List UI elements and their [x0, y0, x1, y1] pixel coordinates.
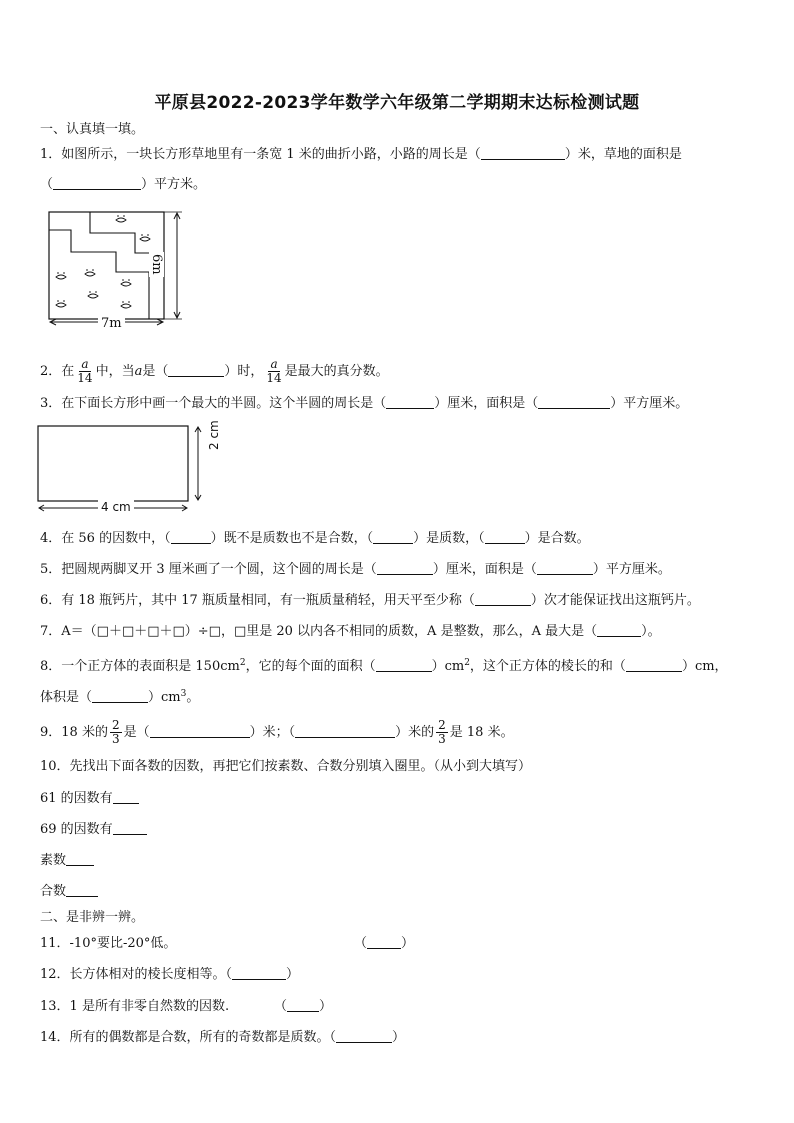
question-6: 6．有 18 瓶钙片，其中 17 瓶质量相同，有一瓶质量稍轻，用天平至少称（ ）次才能保证找出这瓶钙片。 — [40, 593, 700, 608]
section-heading-2: 二、是非辨一辨。 — [40, 910, 145, 925]
question-5: 5．把圆规两脚叉开 3 厘米画了一个圆，这个圆的周长是（ ）厘米，面积是（ ）平方厘米。 — [40, 562, 671, 577]
answer-blank[interactable] — [537, 562, 593, 575]
question-10-line-prime: 素数 — [40, 852, 94, 870]
answer-blank[interactable] — [53, 177, 141, 190]
question-4: 4．在 56 的因数中，（ ）既不是质数也不是合数，（ ）是质数，（ ）是合数。 — [40, 531, 590, 546]
question-11: 11．-10°要比-20°低。 — [40, 936, 177, 951]
answer-blank[interactable] — [113, 791, 139, 804]
question-10: 10．先找出下面各数的因数，再把它们按素数、合数分别填入圈里。（从小到大填写） — [40, 759, 532, 774]
answer-blank[interactable] — [538, 396, 610, 409]
answer-blank[interactable] — [66, 853, 94, 866]
answer-blank[interactable] — [287, 999, 319, 1012]
answer-blank[interactable] — [92, 690, 148, 703]
height-label: 6m — [149, 254, 164, 275]
section-heading-1: 一、认真填一填。 — [40, 122, 145, 137]
answer-blank[interactable] — [150, 725, 250, 738]
answer-blank[interactable] — [475, 593, 531, 606]
answer-blank[interactable] — [373, 531, 413, 544]
question-1-line-1: 1．如图所示，一块长方形草地里有一条宽 1 米的曲折小路，小路的周长是（ ）米，草地的面积是 — [40, 147, 682, 162]
page-title: 平原县2022-2023学年数学六年级第二学期期末达标检测试题 — [154, 93, 640, 113]
question-1-line-2: （ ）平方米。 — [40, 177, 207, 192]
question-12: 12．长方体相对的棱长度相等。（ ） — [40, 967, 300, 982]
question-13-answer: （ ） — [274, 999, 333, 1014]
answer-blank[interactable] — [377, 562, 433, 575]
answer-blank[interactable] — [481, 147, 565, 160]
answer-blank[interactable] — [386, 396, 434, 409]
question-2: 2．在 $\frac{a}{14}$ 中，当a是（ ）时， $\frac{a}{14}$ 是最大的真分数。 — [40, 357, 389, 385]
answer-blank[interactable] — [626, 659, 682, 672]
answer-blank[interactable] — [171, 531, 211, 544]
fraction: $\frac{a}{14}$ — [77, 357, 93, 385]
width-label: 7m — [98, 316, 125, 331]
question-13: 13．1 是所有非零自然数的因数. — [40, 999, 230, 1014]
question-7: 7．A＝（□＋□＋□＋□）÷□，□里是 20 以内各不相同的质数，A 是整数，那么，A 最大是（ ）。 — [40, 624, 661, 639]
answer-blank[interactable] — [66, 884, 98, 897]
answer-blank[interactable] — [232, 967, 286, 980]
height-label: 2 cm — [207, 420, 221, 450]
fraction: $\frac{2}{3}$ — [438, 718, 446, 746]
answer-blank[interactable] — [113, 822, 147, 835]
answer-blank[interactable] — [376, 659, 432, 672]
answer-blank[interactable] — [485, 531, 525, 544]
width-label: 4 cm — [98, 500, 134, 514]
question-8-line-1: 8．一个正方体的表面积是 $150cm^2$，它的每个面的面积（ ）$cm^2$，这个正方体的棱长的和（ ）cm， — [40, 658, 728, 674]
question-9: 9．18 米的 $\frac{2}{3}$ 是（ ）米；（ ）米的 $\frac{2}{3}$ 是 18 米。 — [40, 718, 514, 746]
question-14: 14．所有的偶数都是合数，所有的奇数都是质数。（ ） — [40, 1030, 406, 1045]
question-10-line-61: 61 的因数有 — [40, 790, 139, 808]
question-10-line-composite: 合数 — [40, 883, 98, 901]
question-3: 3．在下面长方形中画一个最大的半圆。这个半圆的周长是（ ）厘米，面积是（ ）平方厘米。 — [40, 396, 689, 411]
question-10-line-69: 69 的因数有 — [40, 821, 147, 839]
answer-blank[interactable] — [597, 624, 641, 637]
answer-blank[interactable] — [336, 1030, 392, 1043]
answer-blank[interactable] — [367, 936, 401, 949]
fraction: $\frac{2}{3}$ — [111, 718, 120, 746]
answer-blank[interactable] — [168, 364, 224, 377]
fraction: $\frac{a}{14}$ — [266, 357, 282, 385]
answer-blank[interactable] — [295, 725, 395, 738]
question-8-line-2: 体积是（ ）$cm^3$。 — [40, 689, 200, 705]
question-11-answer: （ ） — [354, 936, 415, 951]
